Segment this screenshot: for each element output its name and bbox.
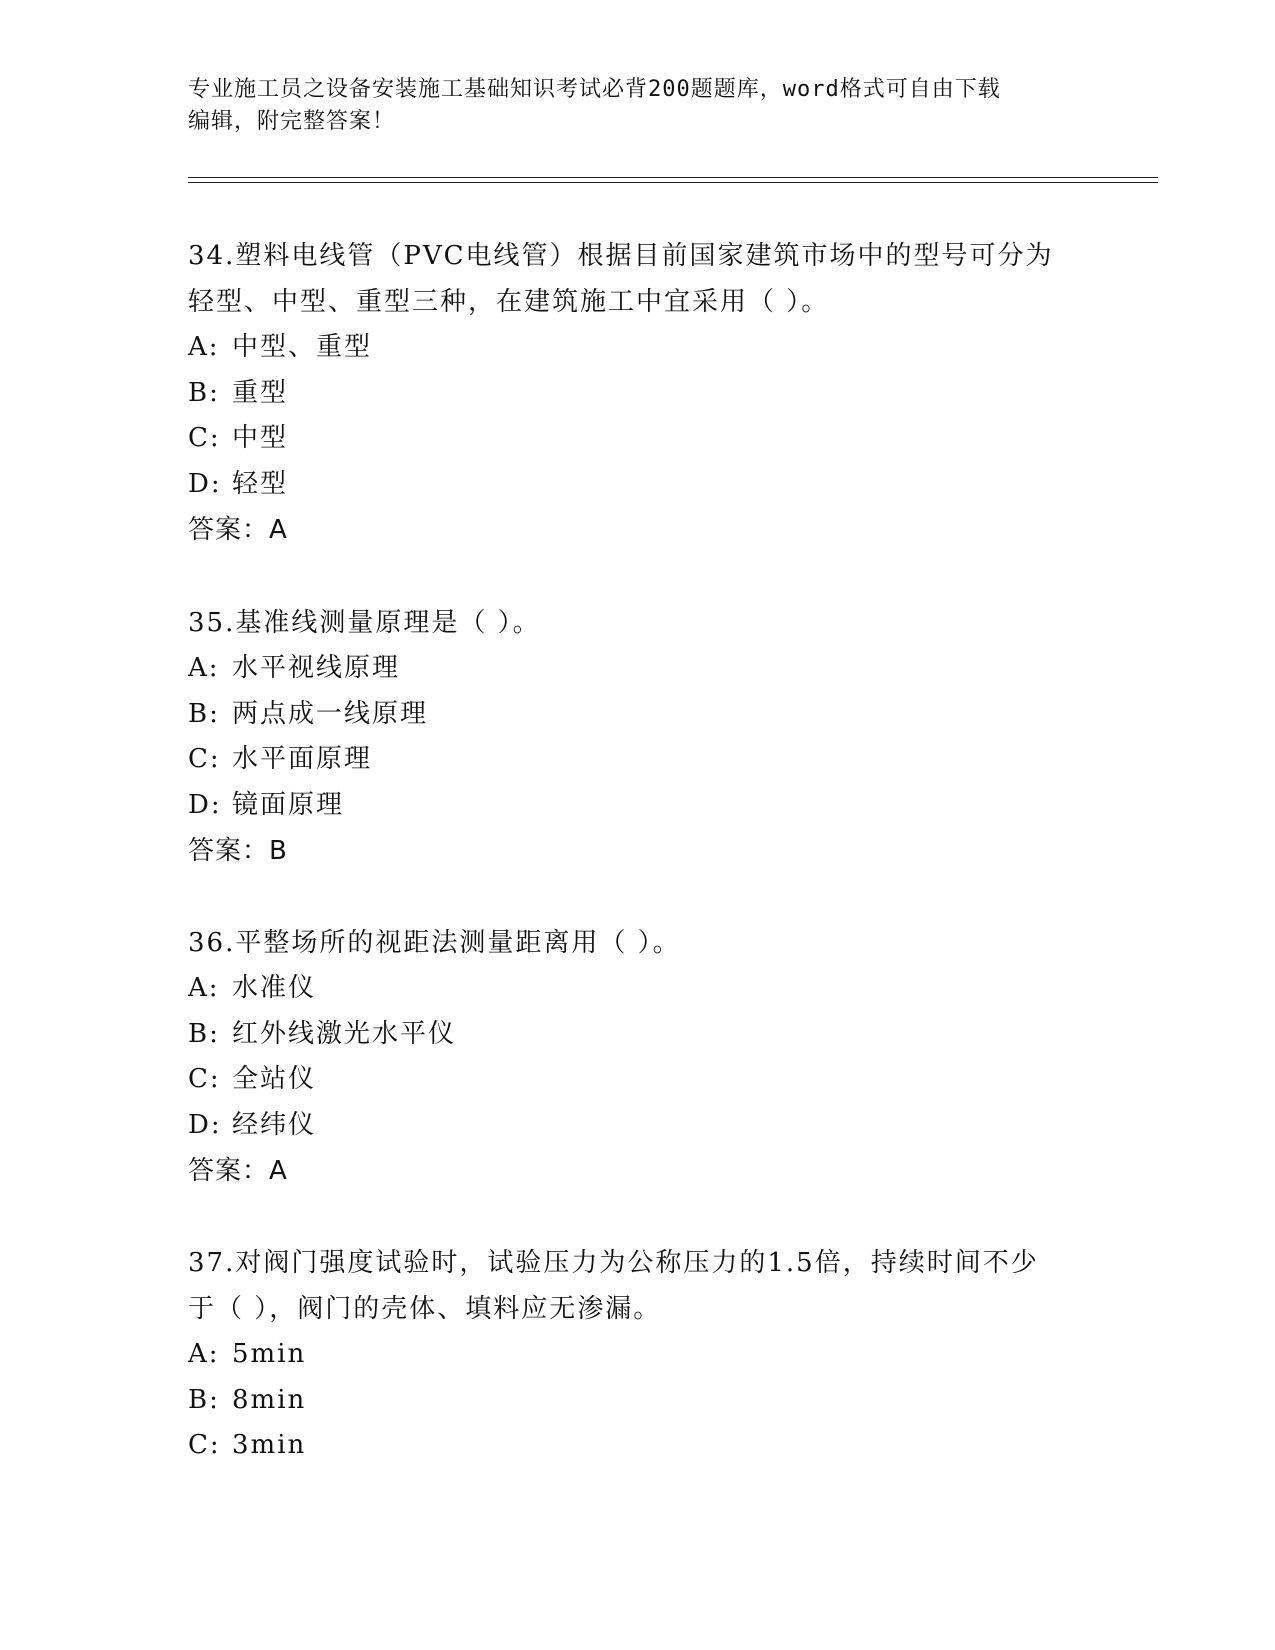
question-stem-line: 34.塑料电线管（PVC电线管）根据目前国家建筑市场中的型号可分为 [188, 241, 1054, 271]
option-a [188, 646, 1088, 692]
option-b [188, 1378, 1088, 1424]
option-c [188, 737, 1088, 783]
option-letter: A: [188, 332, 220, 362]
question-stem-line: 轻型、中型、重型三种，在建筑施工中宜采用（ ）。 [188, 287, 830, 317]
option-b [188, 1012, 1088, 1058]
header-divider-bottom [188, 182, 1158, 183]
option-text: 镜面原理 [232, 789, 345, 820]
option-letter: B: [188, 1018, 220, 1049]
option-b [188, 692, 1088, 738]
option-c [188, 416, 1088, 462]
document-header [188, 74, 1088, 138]
option-text: 全站仪 [232, 1064, 317, 1094]
option-text: 经纬仪 [232, 1109, 317, 1140]
option-letter: A: [188, 1339, 220, 1369]
option-d [188, 462, 1088, 508]
answer-line: 答案：B [188, 836, 288, 866]
option-text: 水平视线原理 [232, 653, 401, 683]
option-a [188, 966, 1088, 1012]
option-d [188, 1103, 1088, 1149]
option-text: 中型、重型 [232, 332, 373, 362]
question-34 [188, 233, 1088, 553]
option-letter: B: [188, 698, 220, 729]
option-text: 轻型 [232, 468, 289, 499]
header-line-2: 编辑，附完整答案！ [188, 109, 396, 134]
question-stem-line: 36.平整场所的视距法测量距离用（ ）。 [188, 928, 681, 958]
question-stem-line: 35.基准线测量原理是（ ）。 [188, 608, 541, 638]
option-text: 5min [232, 1339, 307, 1369]
question-stem-line: 于（ ），阀门的壳体、填料应无渗漏。 [188, 1294, 662, 1324]
option-letter: B: [188, 377, 220, 408]
option-letter: D: [188, 1109, 222, 1140]
option-c [188, 1057, 1088, 1103]
option-text: 8min [232, 1384, 307, 1415]
question-35 [188, 600, 1088, 874]
option-letter: D: [188, 789, 222, 820]
option-b [188, 371, 1088, 417]
option-text: 两点成一线原理 [232, 698, 429, 729]
option-letter: D: [188, 468, 222, 499]
option-text: 水准仪 [232, 973, 317, 1003]
option-letter: A: [188, 653, 220, 683]
option-letter: B: [188, 1384, 220, 1415]
question-36 [188, 920, 1088, 1194]
option-a [188, 325, 1088, 371]
option-letter: C: [188, 1064, 221, 1094]
option-text: 水平面原理 [232, 744, 373, 774]
header-divider-top [188, 177, 1158, 178]
answer-line: 答案：A [188, 1156, 288, 1186]
option-text: 红外线激光水平仪 [232, 1018, 457, 1049]
option-d [188, 783, 1088, 829]
option-a [188, 1332, 1088, 1378]
option-text: 中型 [232, 423, 289, 453]
header-line-1: 专业施工员之设备安装施工基础知识考试必背200题题库，word格式可自由下载 [188, 77, 1001, 102]
question-stem-line: 37.对阀门强度试验时，试验压力为公称压力的1.5倍，持续时间不少 [188, 1248, 1039, 1278]
option-letter: C: [188, 1430, 221, 1460]
answer-line: 答案：A [188, 515, 288, 545]
option-c [188, 1423, 1088, 1469]
question-37 [188, 1240, 1088, 1469]
option-letter: C: [188, 423, 221, 453]
option-letter: A: [188, 973, 220, 1003]
option-text: 重型 [232, 377, 289, 408]
option-letter: C: [188, 744, 221, 774]
option-text: 3min [232, 1430, 307, 1460]
